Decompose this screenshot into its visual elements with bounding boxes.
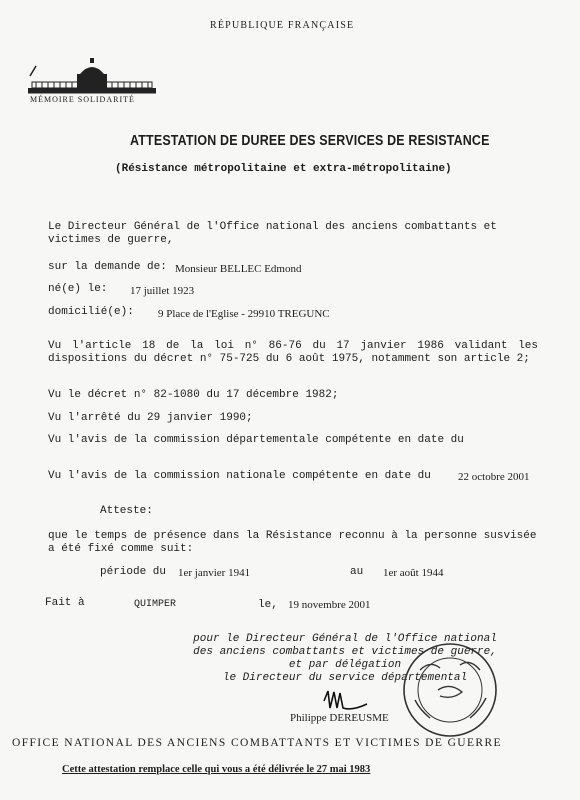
signature-line-4: le Directeur du service départemental	[222, 672, 468, 684]
domicile-address: 9 Place de l'Eglise - 29910 TREGUNC	[158, 308, 330, 320]
done-at-label: Fait à	[45, 597, 85, 609]
birth-date: 17 juillet 1923	[130, 285, 195, 297]
period-label: période du	[100, 566, 167, 578]
period-start-date: 1er janvier 1941	[178, 567, 251, 579]
beneficiary-name: Monsieur BELLEC Edmond	[175, 263, 302, 275]
document-subtitle: (Résistance métropolitaine et extra-métropolitaine)	[115, 163, 452, 175]
atteste-label: Atteste:	[100, 505, 153, 517]
footer-office-name: OFFICE NATIONAL DES ANCIENS COMBATTANTS ET VICTIMES DE GUERRE	[12, 737, 502, 749]
birth-label: né(e) le:	[48, 283, 108, 295]
signature-line-3: et par délégation	[288, 659, 402, 671]
done-date-label: le,	[258, 599, 278, 611]
director-paragraph: Le Directeur Général de l'Office national des anciens combattants et victimes de guerre,	[48, 221, 497, 246]
national-commission-date: 22 octobre 2001	[458, 471, 530, 483]
logo-caption: MÉMOIRE SOLIDARITÉ	[30, 95, 135, 104]
signature-line-2: des anciens combattants et victimes de guerre,	[193, 646, 497, 658]
domicile-label: domicilié(e):	[48, 306, 134, 318]
signatory-name: Philippe DEREUSME	[290, 712, 389, 724]
official-stamp	[400, 640, 500, 740]
signature-line-1: pour le Directeur Général de l'Office national	[193, 633, 497, 645]
presence-paragraph: que le temps de présence dans la Résistance reconnu à la personne susvisée a été fixé comme suit:	[48, 530, 537, 555]
done-date: 19 novembre 2001	[288, 599, 371, 611]
legal-basis-departmental: Vu l'avis de la commission départementale compétente en date du	[48, 434, 464, 446]
legal-basis-loi: Vu l'article 18 de la loi n° 86-76 du 17 janvier 1986 validant les dispositions du décret n° 75-725 du 6 août 1975, notamment son article 2;	[48, 340, 538, 365]
legal-basis-decret: Vu le décret n° 82-1080 du 17 décembre 1982;	[48, 389, 339, 401]
legal-basis-arrete: Vu l'arrêté du 29 janvier 1990;	[48, 412, 253, 424]
document-title: ATTESTATION DE DUREE DES SERVICES DE RESISTANCE	[130, 133, 490, 149]
request-label: sur la demande de:	[48, 261, 167, 273]
footer-replacement-note: Cette attestation remplace celle qui vous a été délivrée le 27 mai 1983	[62, 764, 371, 775]
republic-header: RÉPUBLIQUE FRANÇAISE	[210, 20, 355, 31]
period-end-date: 1er août 1944	[383, 567, 444, 579]
period-separator: au	[350, 566, 364, 578]
done-place: QUIMPER	[134, 599, 177, 610]
legal-basis-national: Vu l'avis de la commission nationale compétente en date du	[48, 470, 431, 482]
